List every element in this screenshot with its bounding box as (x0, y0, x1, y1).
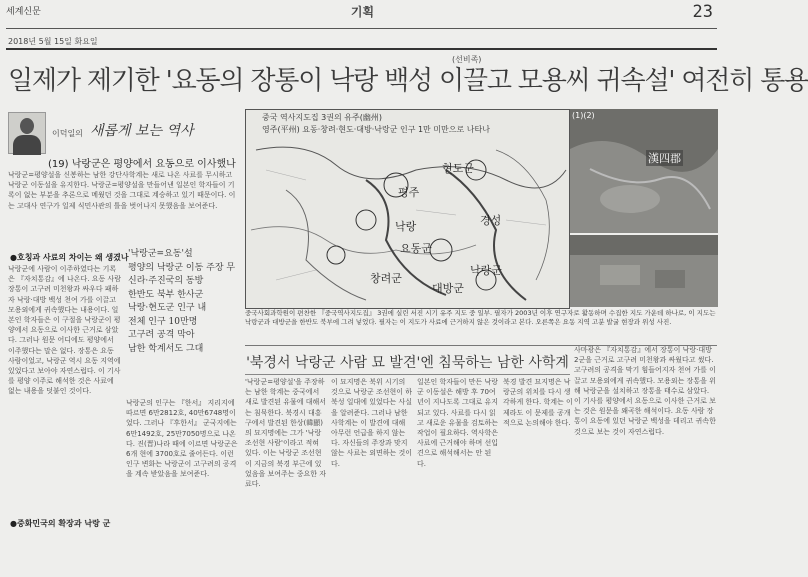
photo-label: 漢四郡 (648, 152, 681, 165)
map-label-pyeongju: 평주 (398, 186, 420, 199)
article2-column-4: 북경 발견 묘지명은 낙랑군의 위치를 다시 생각하게 한다. 학계는 이제라도 이 문제를 공개적으로 논의해야 한다. (503, 378, 573, 427)
pull-quote-line: 신라·주진국의 동방 (128, 276, 204, 286)
body-column-2: 낙랑군의 인구는 『한서』 지리지에 따르면 6만2812호, 40만6748명이었다. 그러나 『후한서』 군국지에는 6만1492호, 25만7050명으로 나온다. 진(晋)나라 때에 이르면 낙랑군은 6개 현에 3700호로 줄어든다. 이런 인구 변화는 낙랑군이 고구려의 공격을 계속 받았음을 보여준다. (126, 399, 238, 479)
map-label-gyeongseong: 경성 (480, 214, 502, 227)
map-label-seoul: 낙랑 (395, 220, 417, 233)
map-label-hyeondo: 현도군 (442, 162, 474, 175)
header-rule-thick (6, 48, 717, 50)
article2-column-2: 이 묘지명은 북위 시기의 것으로 낙랑군 조선현이 하북성 일대에 있었다는 사실을 알려준다. 그러나 남한 사학계는 이 발견에 대해 아무런 언급을 하지 않는다. 자신들의 주장과 맞지 않는 사료는 외면하는 것이다. (331, 378, 413, 468)
headline-ruby: (선비족) (452, 55, 482, 64)
subhead-second: ●중화민국의 확장과 낙랑 군 (10, 519, 111, 528)
pull-quote-line: 전체 인구 10만명 (128, 316, 198, 327)
column-title: 새롭게 보는 역사 (90, 123, 194, 139)
pull-quote (128, 248, 236, 356)
photo-corner-label: (1)(2) (572, 111, 595, 120)
historical-map (245, 109, 570, 309)
pull-quote-line: 평양의 낙랑군 이동 주장 무 (128, 262, 236, 273)
article2-column-1: '낙랑군=평양설'을 주장하는 남한 학계는 중국에서 새로 발견된 유물에 대해서는 침묵한다. 북경시 대흥구에서 발견된 한상(韓顯)의 묘지명에는 그가 '낙랑 조선현 사람'이라고 적혀 있다. 이는 낙랑군 조선현이 지금의 북경 부근에 있었음을 보여주는 중요한 자료다. (245, 378, 327, 489)
photo-caption: 중국사회과학원이 편찬한 『중국역사지도집』 3권에 실린 서진 시기 유주 지도 중 일부. 필자가 2003년 이후 연구자로 활동하며 수집한 지도 가운데 하나로, 이 지도는 낙랑군과 대방군을 한반도 북부에 그려 넣었다. 필자는 이 지도가 사료에 근거하지 않은 것이라고 본다. 오른쪽은 요동 지역 고분 발굴 현장과 위성 사진. (245, 309, 716, 326)
pull-quote-line: 남한 학계서도 그대 (128, 343, 204, 354)
publication-name: 세계신문 (6, 7, 41, 17)
pull-quote-line: '낙랑군=요동'설 (128, 249, 193, 259)
header-rule (6, 28, 717, 29)
issue-date: 2018년 5월 15일 화요일 (8, 37, 98, 46)
pull-quote-line: 낙랑·현도군 인구 내 (128, 303, 207, 313)
map-drawing (246, 110, 569, 308)
pull-quote-line: 한반도 북부 한사군 (128, 289, 204, 300)
article2-column-3: 일본인 학자들이 만든 낙랑군 이동설은 해방 후 70여년이 지나도록 그대로 유지되고 있다. 사료를 다시 읽고 새로운 유물을 검토하는 작업이 필요하다. 역사학은 사료에 근거해야 하며 선입견으로 해석해서는 안 된다. (417, 378, 499, 468)
column-subhead: (19) 낙랑군은 평양에서 요동으로 이사했나 (48, 159, 236, 170)
map-label-daebang: 대방군 (432, 282, 464, 295)
headline: 일제가 제기한 '요동의 장통이 낙랑 백성 이끌고 모용씨 귀속설' 여전히 통용 (8, 66, 808, 96)
article2-title-rule (245, 374, 570, 375)
section-label: 기획 (350, 5, 375, 19)
map-caption: 중국 역사지도집 3권의 유주(幽州) (262, 113, 382, 122)
page-number: 23 (692, 2, 713, 22)
column-byline: 이덕일의 (52, 129, 83, 138)
subhead-first: ●호칭과 사료의 차이는 왜 생겼나 (10, 253, 129, 262)
article2-title: '북경서 낙랑군 사람 묘 발견'엔 침묵하는 남한 사학계 (246, 355, 569, 371)
map-label-changryeo: 창려군 (370, 272, 402, 285)
satellite-photo (570, 109, 718, 233)
pull-quote-line: 고구려 공격 막아 (128, 330, 195, 340)
excavation-photo (570, 235, 718, 307)
map-label-nangnang: 낙랑군 (470, 264, 502, 277)
article2-column-5: 사마광은 『자치통감』에서 장통이 낙랑·대방 2군을 근거로 고구려 미천왕과 싸웠다고 썼다. 고구려의 공격을 막기 힘들어지자 천여 가를 이끌고 모용외에게 귀속했다. 모용외는 장통을 위해 낙랑군을 설치하고 장통을 태수로 삼았다. 이 기사를 평양에서 요동으로 이사한 근거로 보는 것은 원문을 왜곡한 해석이다. 요동 사람 장통이 요동에 있던 낙랑군 백성을 데리고 귀속한 것으로 보는 것이 자연스럽다. (574, 346, 716, 436)
body-column-1: 낙랑군에 사람이 이주하였다는 기록은 『자치통감』에 나온다. 요동 사람 장통이 고구려 미천왕과 싸우다 패하자 낙랑·대방 백성 천여 가를 이끌고 모용외에게 귀속했다는 내용이다. 일본인 학자들은 이 구절을 낙랑군이 평양에서 요동으로 이사한 근거로 삼았다. 그러나 원문 어디에도 평양에서 이주했다는 말은 없다. 장통은 요동 사람이었고, 낙랑군 역시 요동 지역에 있었다고 보아야 자연스럽다. 이 기사를 평양 이주로 해석한 것은 사료에 없는 내용을 덧붙인 것이다. (8, 265, 122, 396)
lead-paragraph: 낙랑군=평양설을 신봉하는 남한 강단사학계는 새로 나온 사료를 무시하고 낙랑군 이동설을 유지한다. 낙랑군=평양설을 만들어낸 일본인 학자들이 기록이 없는 부분을 추론으로 메웠던 것을 그대로 계승하고 있기 때문이다. 이는 고대사 연구가 일제 식민사관의 틀을 벗어나지 못했음을 보여준다. (8, 171, 236, 210)
map-label-yodong: 요동군 (400, 242, 432, 255)
map-caption-2: 영주(平州) 요동·창려·현도·대방·낙랑군 인구 1만 미만으로 나타나 (262, 125, 490, 134)
author-portrait (8, 112, 46, 154)
